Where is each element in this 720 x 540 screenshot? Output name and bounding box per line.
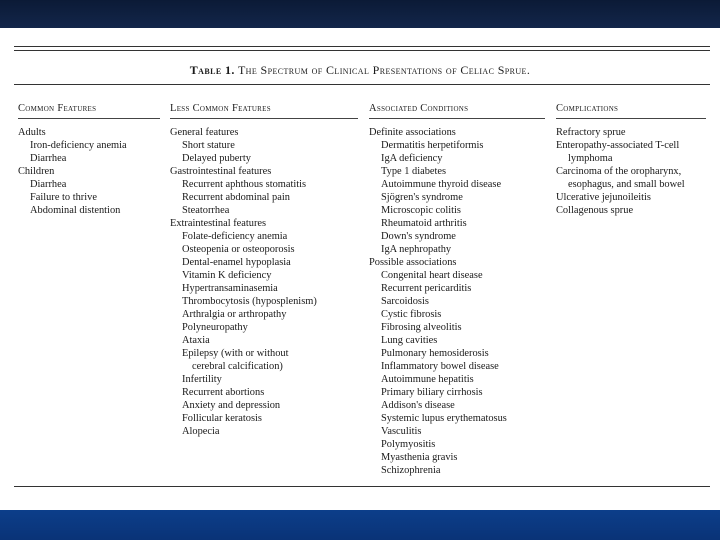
list-item: Type 1 diabetes	[381, 166, 447, 177]
title-rule	[14, 84, 710, 85]
list-item: Vitamin K deficiency	[182, 270, 272, 281]
top-rule	[14, 46, 710, 47]
list-item: IgA deficiency	[381, 153, 443, 164]
list-item: Steatorrhea	[182, 205, 230, 216]
list-item: Recurrent aphthous stomatitis	[182, 179, 307, 190]
list-item: Epilepsy (with or without	[182, 348, 289, 359]
list-item: Abdominal distention	[30, 205, 121, 216]
list-item: Recurrent abdominal pain	[182, 192, 290, 203]
list-item: IgA nephropathy	[381, 244, 452, 255]
list-item: Congenital heart disease	[381, 270, 483, 281]
list-item: Enteropathy-associated T-cell	[556, 140, 680, 151]
list-item: Failure to thrive	[30, 192, 97, 203]
list-item: Gastrointestinal features	[170, 166, 272, 177]
list-item: esophagus, and small bowel	[568, 179, 685, 190]
list-item: Children	[18, 166, 55, 177]
table-title-number: Table 1.	[189, 63, 235, 77]
list-item: Polyneuropathy	[182, 322, 248, 333]
list-item: Autoimmune thyroid disease	[381, 179, 502, 190]
list-item: Dermatitis herpetiformis	[381, 140, 484, 151]
list-item: Dental-enamel hypoplasia	[182, 257, 291, 268]
list-item: Delayed puberty	[182, 153, 251, 164]
column-header: Complications	[556, 103, 619, 114]
list-item: Arthralgia or arthropathy	[182, 309, 287, 320]
col-header-less-common	[170, 102, 271, 115]
list-item: General features	[170, 127, 239, 138]
common-features-list	[18, 126, 127, 217]
top-rule-double	[14, 50, 710, 51]
header-underline	[170, 118, 358, 119]
column-header: Common Features	[18, 103, 97, 114]
list-item: Fibrosing alveolitis	[381, 322, 462, 333]
header-underline	[18, 118, 160, 119]
list-item: Ataxia	[182, 335, 210, 346]
list-item: Systemic lupus erythematosus	[381, 413, 507, 424]
list-item: Autoimmune hepatitis	[381, 374, 474, 385]
list-item: Cystic fibrosis	[381, 309, 442, 320]
list-item: Inflammatory bowel disease	[381, 361, 499, 372]
list-item: Myasthenia gravis	[381, 452, 458, 463]
list-item: Sarcoidosis	[381, 296, 429, 307]
list-item: Diarrhea	[30, 179, 67, 190]
list-item: Collagenous sprue	[556, 205, 634, 216]
list-item: Sjögren's syndrome	[381, 192, 463, 203]
list-item: lymphoma	[568, 153, 613, 164]
list-item: Definite associations	[369, 127, 456, 138]
list-item: Follicular keratosis	[182, 413, 262, 424]
col-header-common	[18, 102, 96, 115]
list-item: Folate-deficiency anemia	[182, 231, 288, 242]
list-item: Osteopenia or osteoporosis	[182, 244, 295, 255]
list-item: cerebral calcification)	[192, 361, 283, 372]
list-item: Ulcerative jejunoileitis	[556, 192, 651, 203]
list-item: Adults	[18, 127, 46, 138]
list-item: Recurrent pericarditis	[381, 283, 472, 294]
list-item: Infertility	[182, 374, 222, 385]
list-item: Addison's disease	[381, 400, 455, 411]
list-item: Carcinoma of the oropharynx,	[556, 166, 682, 177]
column-header: Less Common Features	[170, 103, 271, 114]
list-item: Iron-deficiency anemia	[30, 140, 127, 151]
list-item: Hypertransaminasemia	[182, 283, 278, 294]
list-item: Down's syndrome	[381, 231, 456, 242]
list-item: Short stature	[182, 140, 235, 151]
list-item: Polymyositis	[381, 439, 436, 450]
complications-list	[556, 126, 685, 217]
list-item: Microscopic colitis	[381, 205, 461, 216]
bottom-rule	[14, 486, 710, 487]
list-item: Extraintestinal features	[170, 218, 267, 229]
list-item: Diarrhea	[30, 153, 67, 164]
list-item: Anxiety and depression	[182, 400, 281, 411]
col-header-complications	[556, 102, 618, 115]
table-title-text: The Spectrum of Clinical Presentations of Celiac Sprue.	[237, 63, 531, 77]
list-item: Schizophrenia	[381, 465, 441, 476]
associated-conditions-list	[369, 126, 507, 477]
list-item: Rheumatoid arthritis	[381, 218, 467, 229]
list-item: Refractory sprue	[556, 127, 626, 138]
list-item: Lung cavities	[381, 335, 438, 346]
col-header-associated	[369, 102, 468, 115]
list-item: Possible associations	[369, 257, 457, 268]
list-item: Recurrent abortions	[182, 387, 265, 398]
list-item: Alopecia	[182, 426, 220, 437]
less-common-features-list	[170, 126, 317, 438]
top-banner	[0, 0, 720, 28]
list-item: Pulmonary hemosiderosis	[381, 348, 489, 359]
list-item: Thrombocytosis (hyposplenism)	[182, 296, 317, 307]
list-item: Primary biliary cirrhosis	[381, 387, 483, 398]
list-item: Vasculitis	[381, 426, 422, 437]
table-title	[0, 63, 720, 78]
header-underline	[369, 118, 545, 119]
bottom-banner	[0, 510, 720, 540]
header-underline	[556, 118, 706, 119]
column-header: Associated Conditions	[369, 103, 469, 114]
